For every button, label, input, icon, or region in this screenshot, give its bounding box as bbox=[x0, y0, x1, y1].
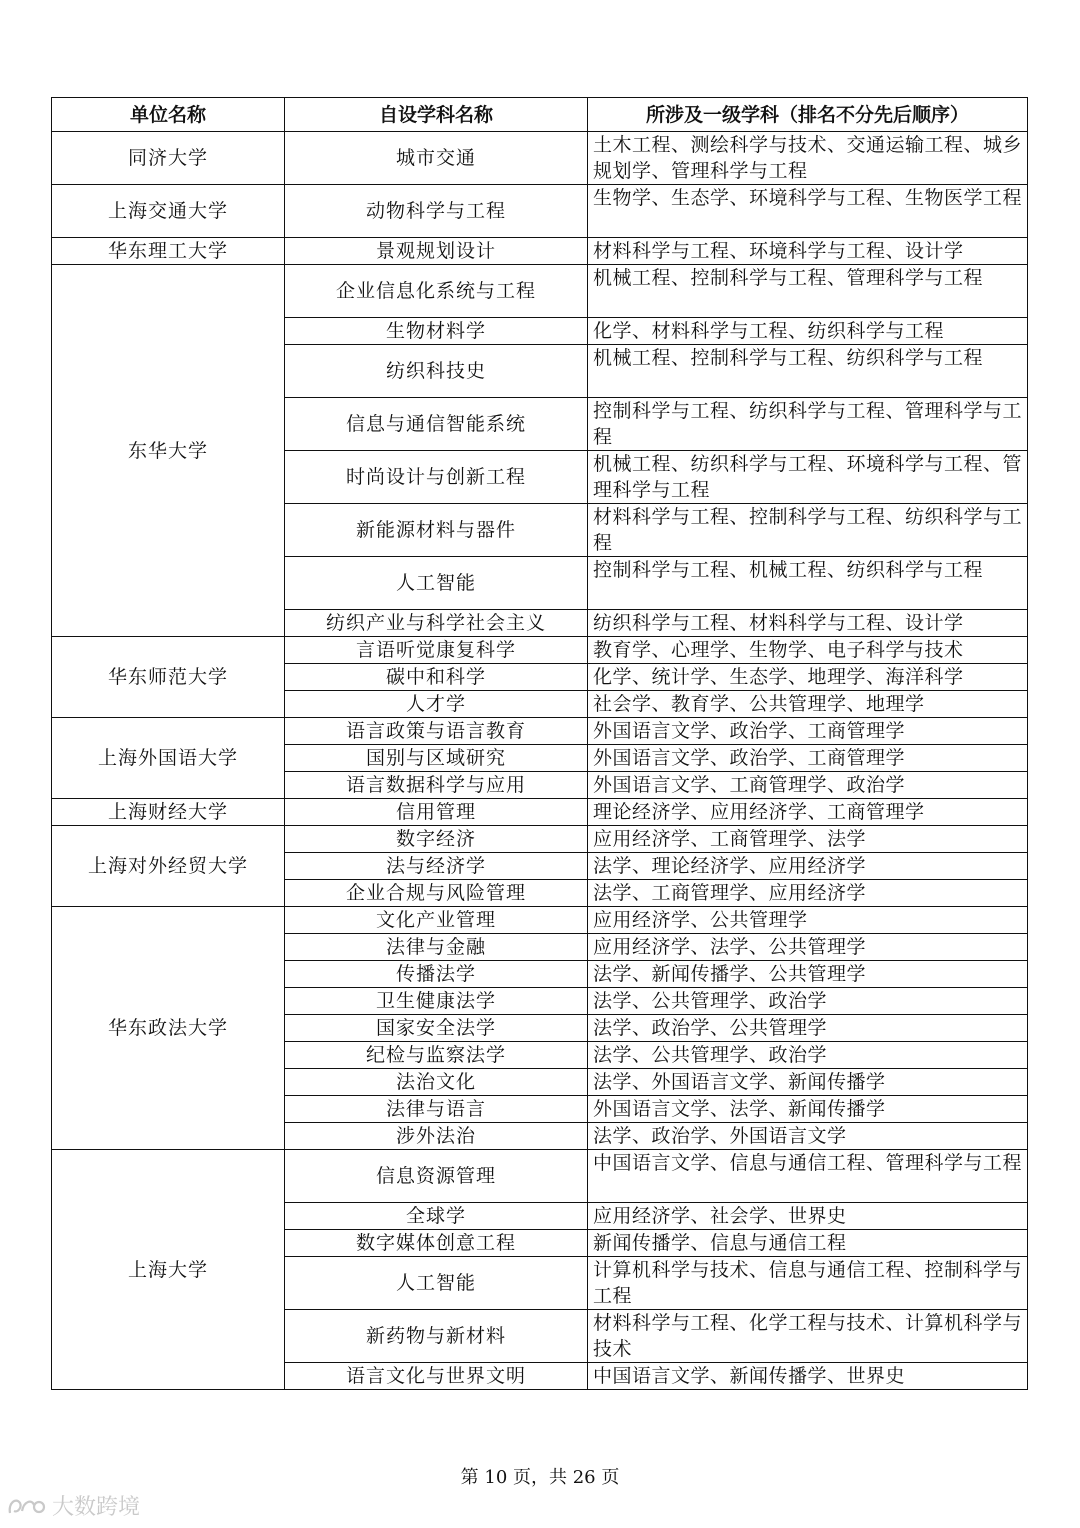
table-row bbox=[52, 238, 1028, 265]
unit-name-cell: 东华大学 bbox=[52, 265, 285, 637]
subject-name-cell: 传播法学 bbox=[285, 961, 588, 988]
disciplines-cell: 纺织科学与工程、材料科学与工程、设计学 bbox=[588, 610, 1028, 637]
table-header-row bbox=[52, 98, 1028, 132]
disciplines-cell: 理论经济学、应用经济学、工商管理学 bbox=[588, 799, 1028, 826]
table-row bbox=[52, 1150, 1028, 1203]
table-row bbox=[52, 637, 1028, 664]
table-row bbox=[52, 718, 1028, 745]
table-row bbox=[52, 907, 1028, 934]
disciplines-cell: 化学、材料科学与工程、纺织科学与工程 bbox=[588, 318, 1028, 345]
subject-name-cell: 法律与语言 bbox=[285, 1096, 588, 1123]
watermark bbox=[6, 1490, 140, 1521]
disciplines-cell: 生物学、生态学、环境科学与工程、生物医学工程 bbox=[588, 185, 1028, 238]
disciplines-cell: 机械工程、控制科学与工程、管理科学与工程 bbox=[588, 265, 1028, 318]
subject-name-cell: 新能源材料与器件 bbox=[285, 504, 588, 557]
subject-name-cell: 法治文化 bbox=[285, 1069, 588, 1096]
disciplines-cell: 法学、新闻传播学、公共管理学 bbox=[588, 961, 1028, 988]
subject-name-cell: 国别与区域研究 bbox=[285, 745, 588, 772]
header-subject: 自设学科名称 bbox=[285, 98, 588, 132]
subject-name-cell: 法与经济学 bbox=[285, 853, 588, 880]
disciplines-cell: 外国语言文学、政治学、工商管理学 bbox=[588, 718, 1028, 745]
subject-name-cell: 文化产业管理 bbox=[285, 907, 588, 934]
disciplines-cell: 法学、工商管理学、应用经济学 bbox=[588, 880, 1028, 907]
subject-name-cell: 纪检与监察法学 bbox=[285, 1042, 588, 1069]
disciplines-cell: 机械工程、控制科学与工程、纺织科学与工程 bbox=[588, 345, 1028, 398]
table-row bbox=[52, 132, 1028, 185]
disciplines-cell: 新闻传播学、信息与通信工程 bbox=[588, 1230, 1028, 1257]
page-footer: 第 10 页，共 26 页 bbox=[460, 1467, 620, 1488]
subject-name-cell: 法律与金融 bbox=[285, 934, 588, 961]
subject-name-cell: 景观规划设计 bbox=[285, 238, 588, 265]
subject-name-cell: 国家安全法学 bbox=[285, 1015, 588, 1042]
disciplines-cell: 材料科学与工程、化学工程与技术、计算机科学与技术 bbox=[588, 1310, 1028, 1363]
disciplines-cell: 法学、政治学、公共管理学 bbox=[588, 1015, 1028, 1042]
disciplines-cell: 计算机科学与技术、信息与通信工程、控制科学与工程 bbox=[588, 1257, 1028, 1310]
unit-name-cell: 上海外国语大学 bbox=[52, 718, 285, 799]
table-row bbox=[52, 185, 1028, 238]
subject-name-cell: 数字经济 bbox=[285, 826, 588, 853]
subject-name-cell: 信息与通信智能系统 bbox=[285, 398, 588, 451]
disciplines-cell: 法学、公共管理学、政治学 bbox=[588, 988, 1028, 1015]
disciplines-cell: 应用经济学、公共管理学 bbox=[588, 907, 1028, 934]
disciplines-cell: 应用经济学、社会学、世界史 bbox=[588, 1203, 1028, 1230]
subject-name-cell: 人才学 bbox=[285, 691, 588, 718]
disciplines-cell: 应用经济学、法学、公共管理学 bbox=[588, 934, 1028, 961]
disciplines-cell: 外国语言文学、法学、新闻传播学 bbox=[588, 1096, 1028, 1123]
unit-name-cell: 上海大学 bbox=[52, 1150, 285, 1390]
subject-name-cell: 信息资源管理 bbox=[285, 1150, 588, 1203]
disciplines-cell: 控制科学与工程、纺织科学与工程、管理科学与工程 bbox=[588, 398, 1028, 451]
watermark-text: 大数跨境 bbox=[52, 1495, 141, 1520]
table-body bbox=[52, 132, 1028, 1390]
disciplines-cell: 法学、公共管理学、政治学 bbox=[588, 1042, 1028, 1069]
subject-name-cell: 新药物与新材料 bbox=[285, 1310, 588, 1363]
disciplines-cell: 控制科学与工程、机械工程、纺织科学与工程 bbox=[588, 557, 1028, 610]
disciplines-cell: 材料科学与工程、环境科学与工程、设计学 bbox=[588, 238, 1028, 265]
subject-name-cell: 纺织产业与科学社会主义 bbox=[285, 610, 588, 637]
disciplines-cell: 教育学、心理学、生物学、电子科学与技术 bbox=[588, 637, 1028, 664]
discipline-table bbox=[51, 97, 1028, 1390]
subject-name-cell: 数字媒体创意工程 bbox=[285, 1230, 588, 1257]
subject-name-cell: 语言政策与语言教育 bbox=[285, 718, 588, 745]
disciplines-cell: 应用经济学、工商管理学、法学 bbox=[588, 826, 1028, 853]
header-unit: 单位名称 bbox=[52, 98, 285, 132]
disciplines-cell: 法学、政治学、外国语言文学 bbox=[588, 1123, 1028, 1150]
disciplines-cell: 外国语言文学、工商管理学、政治学 bbox=[588, 772, 1028, 799]
header-disciplines: 所涉及一级学科（排名不分先后顺序） bbox=[588, 98, 1028, 132]
table-row bbox=[52, 799, 1028, 826]
unit-name-cell: 华东政法大学 bbox=[52, 907, 285, 1150]
unit-name-cell: 上海交通大学 bbox=[52, 185, 285, 238]
table-row bbox=[52, 826, 1028, 853]
subject-name-cell: 全球学 bbox=[285, 1203, 588, 1230]
subject-name-cell: 生物材料学 bbox=[285, 318, 588, 345]
subject-name-cell: 人工智能 bbox=[285, 1257, 588, 1310]
subject-name-cell: 语言数据科学与应用 bbox=[285, 772, 588, 799]
unit-name-cell: 上海财经大学 bbox=[52, 799, 285, 826]
disciplines-cell: 社会学、教育学、公共管理学、地理学 bbox=[588, 691, 1028, 718]
subject-name-cell: 动物科学与工程 bbox=[285, 185, 588, 238]
subject-name-cell: 纺织科技史 bbox=[285, 345, 588, 398]
subject-name-cell: 涉外法治 bbox=[285, 1123, 588, 1150]
disciplines-cell: 土木工程、测绘科学与技术、交通运输工程、城乡规划学、管理科学与工程 bbox=[588, 132, 1028, 185]
unit-name-cell: 同济大学 bbox=[52, 132, 285, 185]
subject-name-cell: 碳中和科学 bbox=[285, 664, 588, 691]
subject-name-cell: 时尚设计与创新工程 bbox=[285, 451, 588, 504]
disciplines-cell: 化学、统计学、生态学、地理学、海洋科学 bbox=[588, 664, 1028, 691]
subject-name-cell: 企业信息化系统与工程 bbox=[285, 265, 588, 318]
watermark-logo-icon bbox=[6, 1493, 46, 1519]
disciplines-cell: 法学、外国语言文学、新闻传播学 bbox=[588, 1069, 1028, 1096]
disciplines-cell: 机械工程、纺织科学与工程、环境科学与工程、管理科学与工程 bbox=[588, 451, 1028, 504]
subject-name-cell: 城市交通 bbox=[285, 132, 588, 185]
subject-name-cell: 言语听觉康复科学 bbox=[285, 637, 588, 664]
subject-name-cell: 卫生健康法学 bbox=[285, 988, 588, 1015]
subject-name-cell: 语言文化与世界文明 bbox=[285, 1363, 588, 1390]
disciplines-cell: 中国语言文学、新闻传播学、世界史 bbox=[588, 1363, 1028, 1390]
subject-name-cell: 人工智能 bbox=[285, 557, 588, 610]
subject-name-cell: 企业合规与风险管理 bbox=[285, 880, 588, 907]
disciplines-cell: 中国语言文学、信息与通信工程、管理科学与工程 bbox=[588, 1150, 1028, 1203]
subject-name-cell: 信用管理 bbox=[285, 799, 588, 826]
disciplines-cell: 法学、理论经济学、应用经济学 bbox=[588, 853, 1028, 880]
unit-name-cell: 华东理工大学 bbox=[52, 238, 285, 265]
table-row bbox=[52, 265, 1028, 318]
disciplines-cell: 材料科学与工程、控制科学与工程、纺织科学与工程 bbox=[588, 504, 1028, 557]
unit-name-cell: 上海对外经贸大学 bbox=[52, 826, 285, 907]
unit-name-cell: 华东师范大学 bbox=[52, 637, 285, 718]
disciplines-cell: 外国语言文学、政治学、工商管理学 bbox=[588, 745, 1028, 772]
